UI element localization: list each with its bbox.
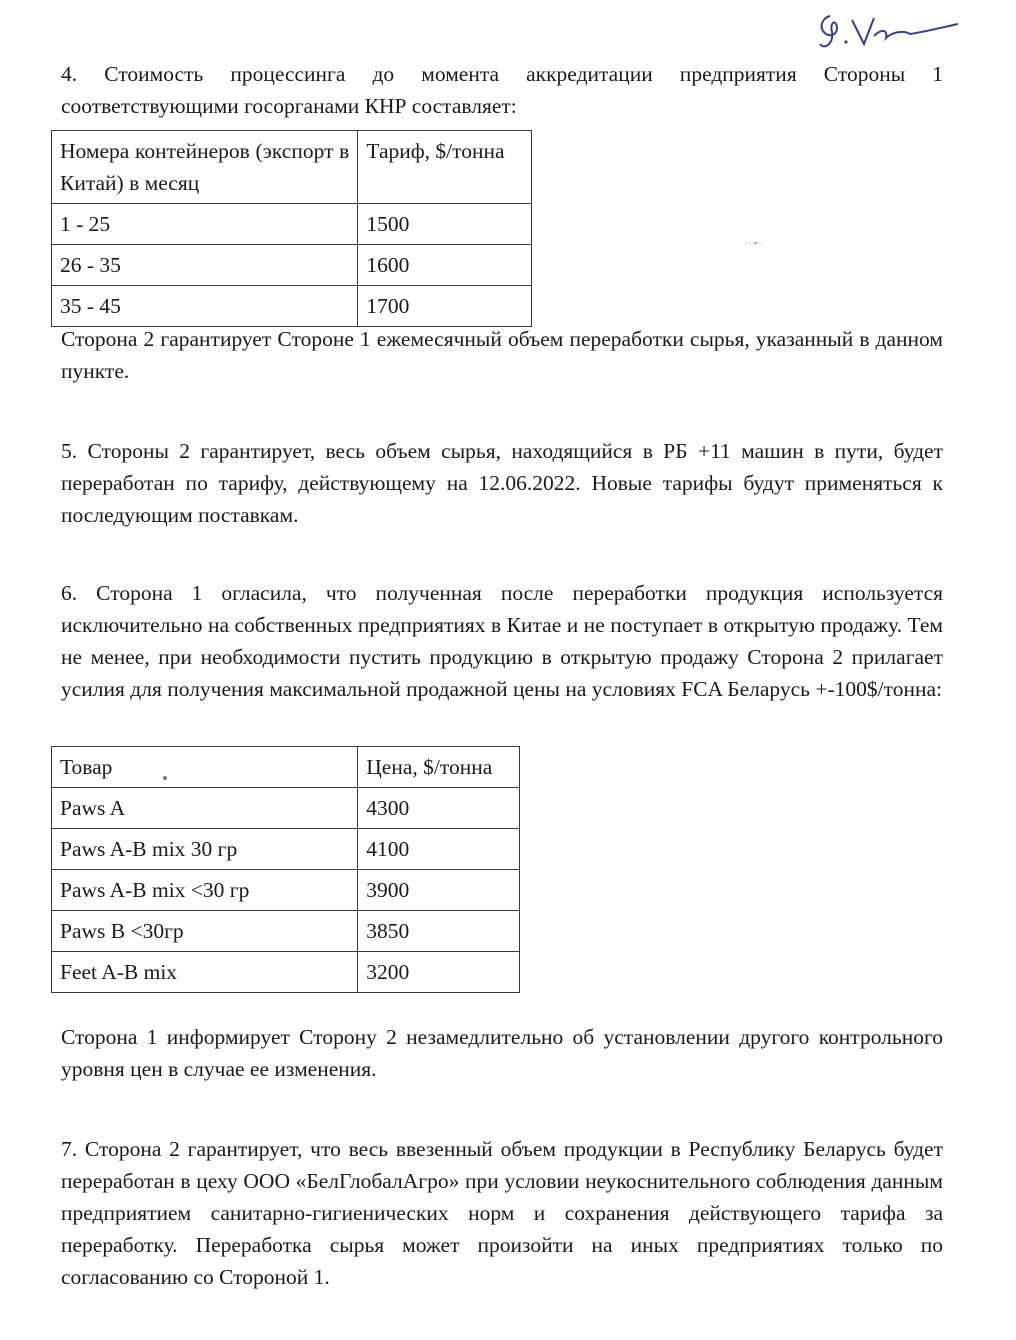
paragraph-4: 4. Стоимость процессинга до момента аккредитации предприятия Стороны 1 соответствующими госорганами КНР составляет: [61,62,943,118]
table-cell: 4300 [358,788,520,829]
table-cell: 35 - 45 [52,286,358,327]
tariff-table [51,130,532,327]
table-row [52,204,532,245]
header-containers: Номера контейнеров (экспорт в Китай) в месяц [52,131,358,204]
table-cell: 3900 [358,870,520,911]
paragraph-4-note: Сторона 2 гарантирует Стороне 1 ежемесячный объем переработки сырья, указанный в данном пункте. [61,327,943,383]
table-row [52,911,520,952]
table-cell: 3850 [358,911,520,952]
table-row [52,829,520,870]
table-row [52,952,520,993]
paragraph-7: 7. Сторона 2 гарантирует, что весь ввезенный объем продукции в Республику Беларусь будет переработан в цеху ООО «БелГлобалАгро» при условии неукоснительного соблюдения данным предприятием санитарно-гигиенических норм и сохранения действующего тарифа за переработку. Переработка сырья может произойти на иных предприятиях только по согласованию со Стороной 1. [61,1137,943,1289]
paragraph-6: 6. Сторона 1 огласила, что полученная после переработки продукция используется исключительно на собственных предприятиях в Китае и не поступает в открытую продажу. Тем не менее, при необходимости пустить продукцию в открытую продажу Сторона 2 прилагает усилия для получения максимальной продажной цены на условиях FCA Беларусь +-100$/тонна: [61,581,943,701]
table-cell: Paws B <30гр [52,911,358,952]
price-table [51,746,520,993]
table-row [52,286,532,327]
table-row [52,870,520,911]
table-header-row [52,131,532,204]
table-header-row [52,747,520,788]
table-cell: 26 - 35 [52,245,358,286]
paragraph-6-note: Сторона 1 информирует Сторону 2 незамедлительно об установлении другого контрольного уровня цен в случае ее изменения. [61,1025,943,1081]
header-price: Цена, $/тонна [358,747,520,788]
table-cell: 1700 [358,286,532,327]
header-product: Товар [52,747,358,788]
table-cell: Paws A-B mix 30 гр [52,829,358,870]
table-cell: 1600 [358,245,532,286]
signature [812,6,962,56]
table-cell: Feet A-B mix [52,952,358,993]
table-cell: Paws A-B mix <30 гр [52,870,358,911]
table-cell: 1500 [358,204,532,245]
table-cell: 4100 [358,829,520,870]
header-tariff: Тариф, $/тонна [358,131,532,204]
table-row [52,788,520,829]
paragraph-5: 5. Стороны 2 гарантирует, весь объем сырья, находящийся в РБ +11 машин в пути, будет переработан по тарифу, действующему на 12.06.2022. Новые тарифы будут применяться к последующим поставкам. [61,439,943,527]
table-cell: 3200 [358,952,520,993]
scan-smudge: ···▪·· [745,238,764,248]
table-cell: Paws A [52,788,358,829]
table-row [52,245,532,286]
table-cell: 1 - 25 [52,204,358,245]
